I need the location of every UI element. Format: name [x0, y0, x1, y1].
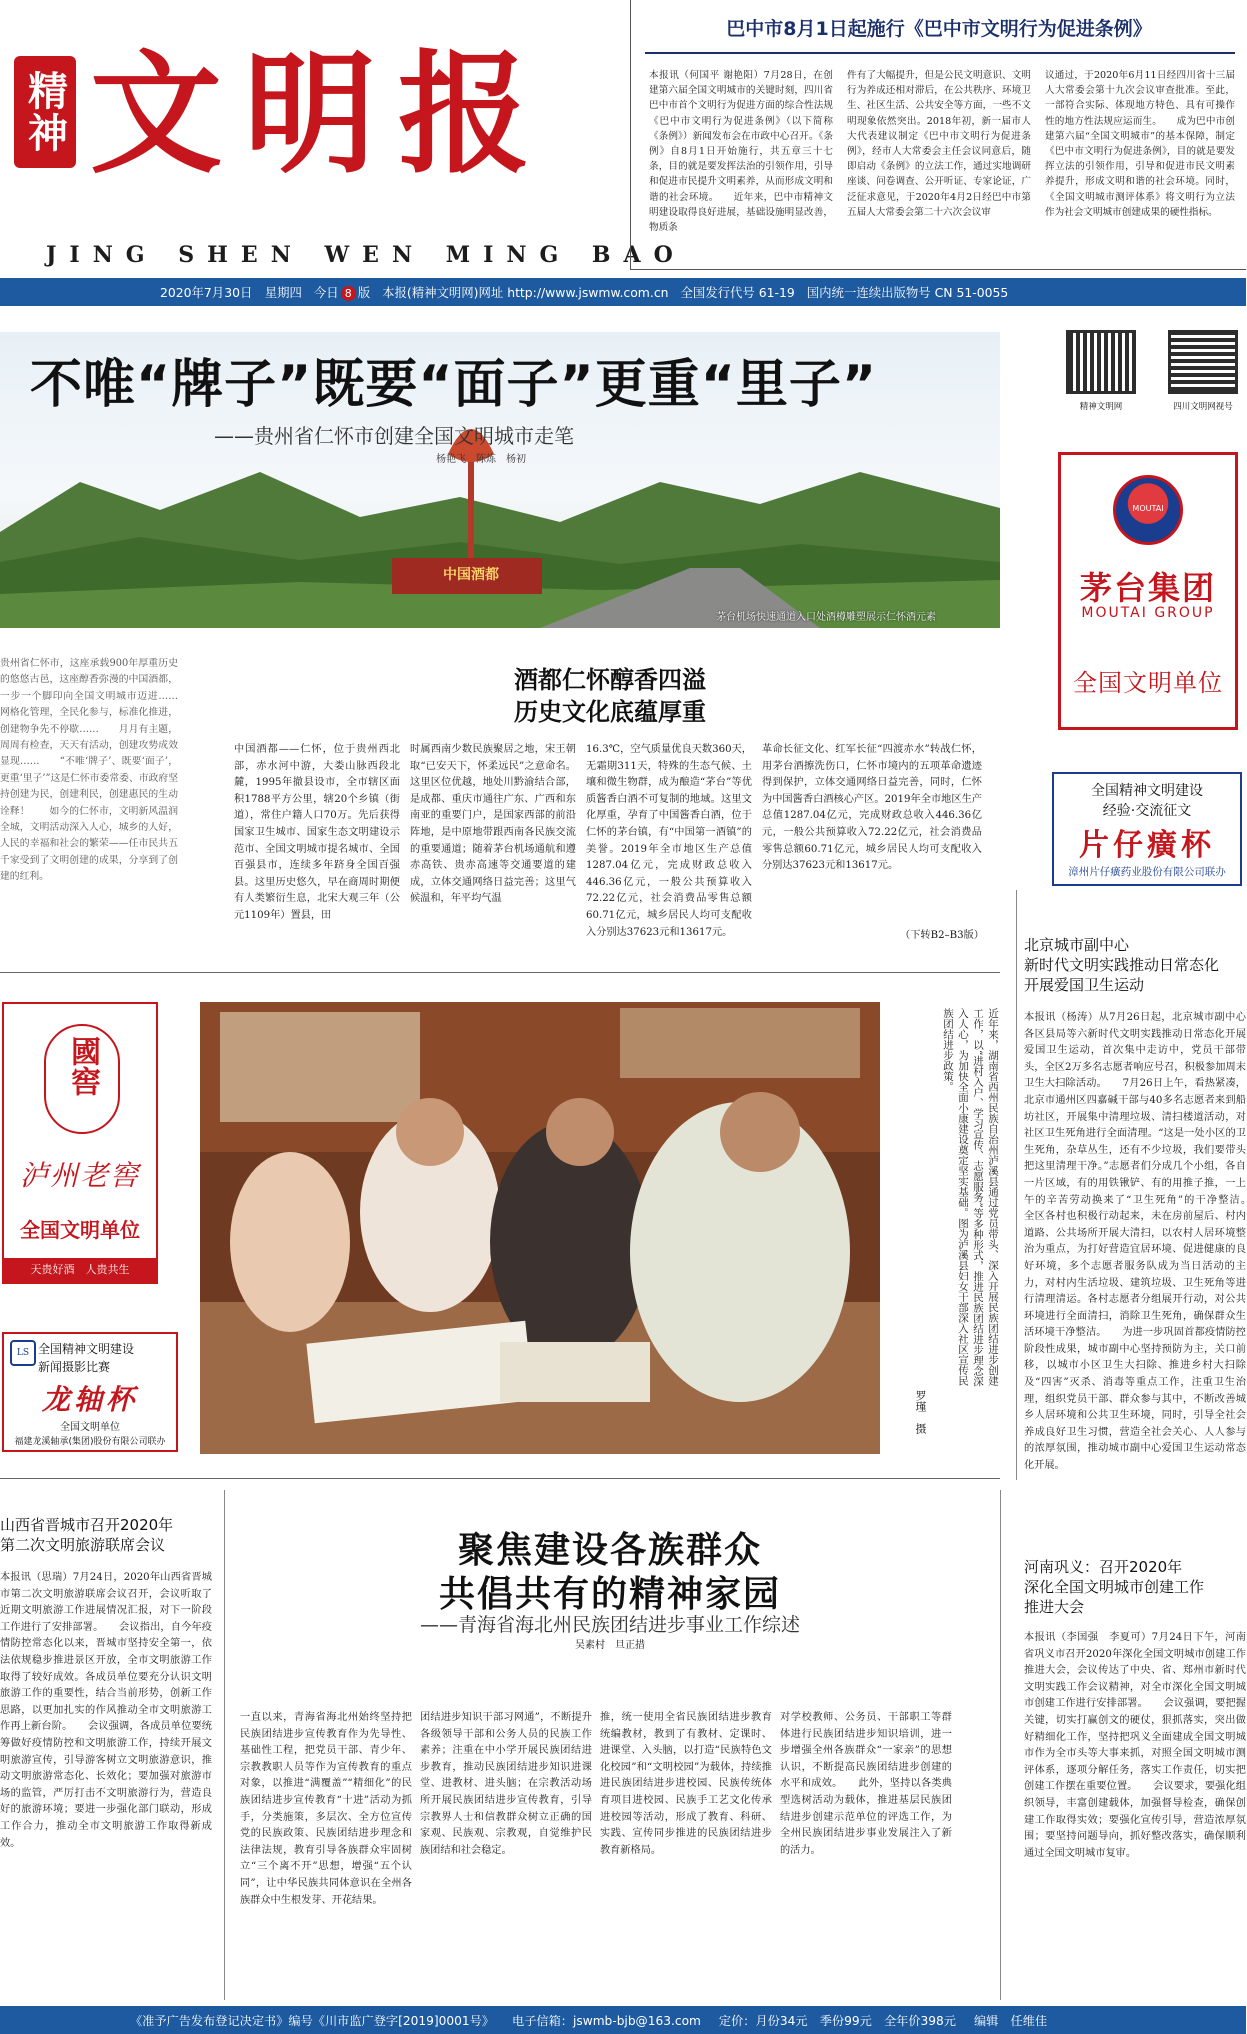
- page-count: 今日 8 版: [313, 285, 371, 300]
- qr-code-2[interactable]: [1168, 330, 1238, 394]
- headline-rule: [645, 52, 1235, 54]
- qinghai-line2: 共倡共有的精神家园: [438, 1574, 781, 1615]
- masthead-title: 文明报: [90, 37, 552, 192]
- moutai-logo-text: MOUTAI: [1132, 504, 1164, 513]
- qinghai-col1: 一直以来，青海省海北州始终坚持把民族团结进步宣传教育作为先导性、基础性工程，把党员干部、青少年、宗教教职人员等作为宣传教育的重点对象，以推进“满覆盖”“精细化”的民族团结进步宣传教育“十进”活动为抓手，分类施策，多层次、全方位宣传党的民族政策、民族团结进步理念和法律法规，教育引导各族群众牢固树立“三个离不开”思想，增强“五个认同”，让中华民族共同体意识在全州各族群众中生根发芽、开花结果。: [240, 1712, 412, 1906]
- info-bar: [0, 278, 1246, 306]
- pianzai-header-2: 经验·交流征文: [1102, 803, 1192, 819]
- beijing-title-2: 新时代文明实践推动日常态化: [1024, 956, 1220, 974]
- distribution-code: 全国发行代号 61-19: [680, 285, 795, 300]
- sub-feature-col4: 革命长征文化、红军长征“四渡赤水”转战仁怀，用茅台酒擦洗伤口，仁怀市境内的五项革命遗迹得到保护，立体交通网络日益完善，同时，仁怀为中国酱香白酒核心产区。2019年全市地区生产总值1287.04亿元，完成财政总收入446.36亿元，一般公共预算收入72.22亿元，社会消费品零售总额60.71亿元，城乡居民人均可支配收入分别达37623元和13617元。: [762, 744, 982, 872]
- pianzai-name: 片仔癀杯: [1079, 828, 1215, 863]
- longzhou-header-1: 全国精神文明建设: [38, 1342, 135, 1356]
- footer-editor: 编辑 任维佳: [974, 2013, 1048, 2028]
- sub-feature-col3: 16.3℃，空气质量优良天数360天，无霜期311天，特殊的生态气候、土壤和微生物群，成为酿造“茅台”等优质酱香白酒不可复制的地域。这里文化厚重，孕育了中国酱香白酒，位于仁怀的茅台镇，有“中国第一酒镇”的美誉。2019年全市地区生产总值1287.04亿元，完成财政总收入446.36亿元，一般公共预算收入72.22亿元，社会消费品零售总额60.71亿元，城乡居民人均可支配收入分别达37623元和13617元。: [586, 744, 752, 938]
- top-story: [630, 0, 1246, 270]
- feature-byline: 杨艳飞 陈炼 杨初: [436, 454, 526, 465]
- longzhou-logo-icon: LS: [10, 1340, 36, 1366]
- issue-date: 2020年7月30日 星期四: [160, 285, 302, 300]
- sub-feature-line1: 酒都仁怀醇香四溢: [514, 666, 706, 694]
- moutai-en: MOUTAI GROUP: [1081, 605, 1215, 621]
- top-story-col2: 件有了大幅提升，但是公民文明意识、文明行为养成还相对滞后，在公共秩序、环境卫生、社区生活、公共安全等方面，一些不文明现象依然突出。2018年初，新一届市人大代表建议制定《巴中市文明行为促进条例》，经市人大常委会主任会议同意后，随即启动《条例》的立法工作，通过实地调研座谈、问卷调查、公开听证、专家论证，广泛征求意见，于2020年4月2日经巴中市第五届人大常委会第二十六次会议审: [847, 70, 1031, 218]
- longzhou-name: 龙轴杯: [41, 1383, 138, 1416]
- moutai-brand: 茅台集团: [1079, 569, 1216, 607]
- community-photo-image: [200, 1002, 880, 1454]
- feature-title: 不唯“牌子”既要“面子”更重“里子”: [30, 355, 878, 415]
- henan-title-1: 河南巩义：召开2020年: [1024, 1558, 1183, 1576]
- beijing-body: 本报讯（杨涛）从7月26日起，北京城市副中心各区县局等六新时代文明实践推动日常态化开展爱国卫生运动，首次集中走访中，党员干部带头，全区2万多名志愿者响应号召，积极参加周末卫生大扫除活动。 7月26日上午，看热紧凑，北京市通州区四嘉碱干部与40多名志愿者来到船坊社区，开展集中清理垃圾、清扫楼道活动，对社区卫生死角进行全面清理。“这是一处小区的卫生死角，杂草丛生，还有不少垃圾，我们要带头把这里清理干净。”志愿者们分成几个小组，各自一片区域，有的用铁锹铲、有的用推子推，一上午的辛苦劳动换来了“卫生死角”的干净整洁。 全区各村也积极行动起来，未在房前屋后、村内道路、公共场所开展大清扫，以农村人居环境整治为重点，为打好营造宜居环境、促进健康的良好环境，多个志愿者服务队成为当日活动的主力，对村内生活垃圾、建筑垃圾、卫生死角等进行清理清运。各村志愿者分组展开行动，对公共环境进行全面清扫，消除卫生死角，确保群众生活环境干净整洁。 为进一步巩固首都疫情防控阶段性成果，城市副中心坚持预防为主，关口前移，以城市小区卫生大扫除、推进乡村大扫除及“四害”灭杀、消毒等重点工作，注重卫生治理，组织党员干部、群众参与其中，不断改善城乡人居环境和公共卫生环境，同时，引导全社会养成良好卫生习惯，营造全社会关心、人人参与的浓厚氛围，推动城市副中心爱国卫生运动常态化开展。: [1024, 1012, 1246, 1472]
- longzhou-ad: [2, 1332, 178, 1452]
- bottom-right-rule: [1000, 1490, 1001, 2000]
- beijing-title-3: 开展爱国卫生运动: [1024, 976, 1145, 994]
- footer-email[interactable]: 电子信箱：jswmb-bjb@163.com: [512, 2013, 701, 2028]
- masthead: [0, 0, 686, 278]
- feature-caption: 茅台机场快速通道入口处酒樽雕塑展示仁怀酒元素: [716, 612, 936, 623]
- henan-title-2: 深化全国文明城市创建工作: [1024, 1578, 1205, 1596]
- section-rule-1: [0, 972, 1000, 973]
- luzhou-brand: 泸州老窖: [19, 1159, 140, 1192]
- footer-price: 定价：月份34元 季份99元 全年价398元: [718, 2013, 956, 2028]
- luzhou-ad: [2, 1002, 158, 1284]
- shanxi-title-1: 山西省晋城市召开2020年: [0, 1516, 174, 1534]
- longzhou-company: 福建龙溪轴承(集团)股份有限公司联办: [14, 1437, 166, 1447]
- qinghai-col3: 推，统一使用全省民族团结进步教育统编教材，教到了有教材、定课时、进课堂、入头脑，以打造“民族特色文化校园”和“文明校园”为载体，持续推进民族团结进步进校园、民族传统体育项目进校园、民族手工艺文化传承进校园等活动，形成了教育、科研、实践、宣传同步推进的民族团结进步教育新格局。: [600, 1712, 772, 1856]
- qinghai-byline: 吴素村 旦正措: [575, 1640, 645, 1651]
- luzhou-seal-text: 國窖: [65, 1036, 100, 1096]
- feature-subtitle: ——贵州省仁怀市创建全国文明城市走笔: [214, 424, 574, 448]
- shanxi-body: 本报讯（思瑞）7月24日，2020年山西省晋城市第二次文明旅游联席会议召开，会议听取了近期文明旅游工作进展情况汇报，对下一阶段工作进行了安排部署。 会议指出，自今年疫情防控常态化以来，晋城市坚持安全第一，依法依规稳步推进景区开放，全市文明旅游工作取得了较好成效。各成员单位要充分认识文明旅游工作的重要性，结合当前形势，创新工作思路，以更加扎实的作风推动全市文明旅游工作再上新台阶。 会议强调，各成员单位要统筹做好疫情防控和文明旅游工作，持续开展文明旅游宣传，引导游客树立文明旅游意识，推动文明旅游常态化、长效化；要加强对旅游市场的监管，严厉打击不文明旅游行为，营造良好的旅游环境；要进一步强化部门联动，形成工作合力，推动全市文明旅游工作取得新成效。: [0, 1572, 212, 1849]
- footer-bar: [0, 2006, 1246, 2034]
- pianzai-company: 漳州片仔癀药业股份有限公司联办: [1068, 866, 1226, 878]
- luzhou-slogan: 天贵好酒 人贵共生: [2, 1258, 158, 1282]
- sub-feature-line2: 历史文化底蕴厚重: [514, 698, 706, 726]
- moutai-logo-icon: [1113, 475, 1183, 545]
- masthead-pinyin: JING SHEN WEN MING BAO: [46, 242, 686, 268]
- henan-body: 本报讯（李国强 李夏可）7月24日下午，河南省巩义市召开2020年深化全国文明城市创建工作推进大会，会议传达了中央、省、郑州市新时代文明实践工作会议精神，对全市深化全国文明城市创建工作进行安排部署。 会议强调，要把握关键，切实打赢创文的硬仗，狠抓落实，突出做好精细化工作，坚持把巩义全面建成全国文明城市作为全市头等大事来抓，对照全国文明城市测评体系，逐项分解任务，落实工作责任，切实把创建工作摆在重要位置。 会议要求，要强化组织领导，丰富创建载体，加强督导检查，确保创建工作取得实效；要强化宣传引导，营造浓厚氛围；要坚持问题导向，抓好整改落实，确保顺利通过全国文明城市复审。: [1024, 1632, 1246, 1859]
- masthead-seal: 精神: [14, 56, 76, 168]
- left-column-rule: [224, 1490, 225, 2000]
- page-count-badge: 8: [341, 286, 356, 301]
- luzhou-seal-icon: [44, 1024, 120, 1134]
- shanxi-title-2: 第二次文明旅游联席会议: [0, 1536, 166, 1554]
- longzhou-unit: 全国文明单位: [60, 1422, 120, 1433]
- community-photo: [200, 1002, 880, 1454]
- footer-ad-license: 《准予广告发布登记决定书》编号《川市监广登字[2019]0001号》: [130, 2013, 495, 2028]
- sub-feature-col2: 时属西南少数民族聚居之地，宋王朝取“已安天下，怀柔远民”之意命名。这里区位优越，地处川黔渝结合部，是成都、重庆市通往广东、广西和东南亚的重要门户，是国家西部的前沿阵地，是中原地带跟西南各民族交流的重要通道；随着茅台机场通航和遵赤高铁、贵赤高速等交通要道的建成，立体交通网络日益完善；这里气候温和，年平均气温: [410, 744, 576, 905]
- right-column-rule: [1016, 890, 1017, 1480]
- sculpture-sign: 中国酒都: [443, 567, 499, 583]
- qinghai-col2: 团结进步知识干部习网通”，不断提升各级领导干部和公务人员的民族工作素养；注重在中小学开展民族团结进步教育，推动民族团结进步知识进课堂、进教材、进头脑；在宗教活动场所开展民族团结进步宣传教育，引导宗教界人士和信教群众树立正确的国家观、民族观、宗教观，自觉维护民族团结和社会稳定。: [420, 1712, 592, 1856]
- top-story-headline: 巴中市8月1日起施行《巴中市文明行为促进条例》: [726, 18, 1152, 40]
- longzhou-header-2: 新闻摄影比赛: [38, 1360, 111, 1374]
- feature-intro-text: 贵州省仁怀市，这座承载900年厚重历史的悠悠古邑，这座醇香弥漫的中国酒都，一步一个脚印向全国文明城市迈进…… 网格化管理，全民化参与，标准化推进，创建物争先不停歇…… 月月有主题，周周有检查，天天有活动，创建攻势成效显现…… “不唯‘牌子’、既要‘面子’，更重‘里子’”这是仁怀市委常委、市政府坚持创建为民，创建利民，创建惠民的生动诠释！ 如今的仁怀市，文明新风温润全城，文明活动深入人心，城乡的人好，人民的幸福和社会的繁荣——任市民共五千家受到了文明创建的成果，分享到了创建的红利。: [0, 658, 198, 883]
- qr-label-2: 四川文明网视号: [1173, 402, 1233, 412]
- moutai-unit: 全国文明单位: [1073, 669, 1223, 697]
- pianzai-ad: [1052, 772, 1242, 886]
- qinghai-line1: 聚焦建设各族群众: [457, 1530, 762, 1571]
- sub-feature-jump: （下转B2–B3版）: [900, 930, 984, 941]
- top-story-col1: 本报讯（何国平 谢艳阳）7月28日，在创建第六届全国文明城市的关键时刻，四川省巴中市首个文明行为促进方面的综合性法规《巴中市文明行为促进条例》（以下简称《条例》）新闻发布会在市政中心召开。《条例》自8月1日开始施行，共五章三十七条，目的就是要发挥法治的引领作用，引导和促进市民提升文明素养，从而形成文明和谐的社会环境。 近年来，巴中市精神文明建设取得良好进展，基础设施明显改善，物质条: [649, 70, 833, 234]
- site-url[interactable]: 本报(精神文明网)网址 http://www.jswmw.com.cn: [382, 285, 669, 300]
- qr-label-1: 精神文明网: [1079, 402, 1123, 412]
- luzhou-unit: 全国文明单位: [20, 1218, 140, 1242]
- henan-title-3: 推进大会: [1024, 1598, 1085, 1616]
- qinghai-col4: 对学校教师、公务员、干部职工等群体进行民族团结进步知识培训，进一步增强全州各族群众“一家亲”的思想认识，不断提高民族团结进步创建的水平和成效。 此外，坚持以各类典型选树活动为载体，推进基层民族团结进步创建示范单位的评选工作，为全州民族团结进步事业发展注入了新的活力。: [780, 1712, 952, 1856]
- qr-code-1[interactable]: [1066, 330, 1136, 394]
- qr-block: [1060, 330, 1246, 420]
- beijing-title-1: 北京城市副中心: [1024, 936, 1130, 954]
- section-rule-2: [0, 1478, 1000, 1479]
- moutai-ad: [1058, 452, 1238, 730]
- qinghai-subtitle: ——青海省海北州民族团结进步事业工作综述: [419, 1614, 800, 1636]
- photo-credit: 罗瑾 摄: [914, 1390, 927, 1434]
- cn-number: 国内统一连续出版物号 CN 51-0055: [806, 285, 1009, 300]
- sub-feature-col1: 中国酒都——仁怀，位于贵州西北部，赤水河中游，大娄山脉西段北麓，1995年撤县设市，全市辖区面积1788平方公里，辖20个乡镇（街道），常住户籍人口70万。先后获得国家卫生城市、国家生态文明建设示范市、全国文明城市提名城市、全国百强县市，连续多年跻身全国百强县。这里历史悠久，早在商周时期便有人类繁衍生息，北宋大观三年（公元1109年）置县，田: [234, 744, 400, 921]
- pianzai-header-1: 全国精神文明建设: [1091, 783, 1203, 799]
- photo-caption: 近年来，湖南省西州民族自治州泸溪县通过党员带头、深入开展民族团结进步创建工作，以“进村入户、学习宣传、志愿服务”等多种形式，推进民族团结进步理念深入人心，为加快全面小康建设奠定坚实基础。图为泸溪县妇女干部深入社区宣传民族团结进步政策。: [942, 1008, 999, 1387]
- top-story-col3: 议通过，于2020年6月11日经四川省十三届人大常委会第十九次会议审查批准。至此，一部符合实际、体现地方特色、具有可操作性的地方性法规应运而生。 成为巴中市创建第六届“全国文明城市”的基本保障，制定《巴中市文明行为促进条例》，目的就是要发挥立法的引领作用，引导和促进市民文明素养提升，形成文明和谐的社会环境。同时，《全国文明城市测评体系》将文明行为立法作为社会文明城市创建成果的硬性指标。: [1045, 70, 1235, 218]
